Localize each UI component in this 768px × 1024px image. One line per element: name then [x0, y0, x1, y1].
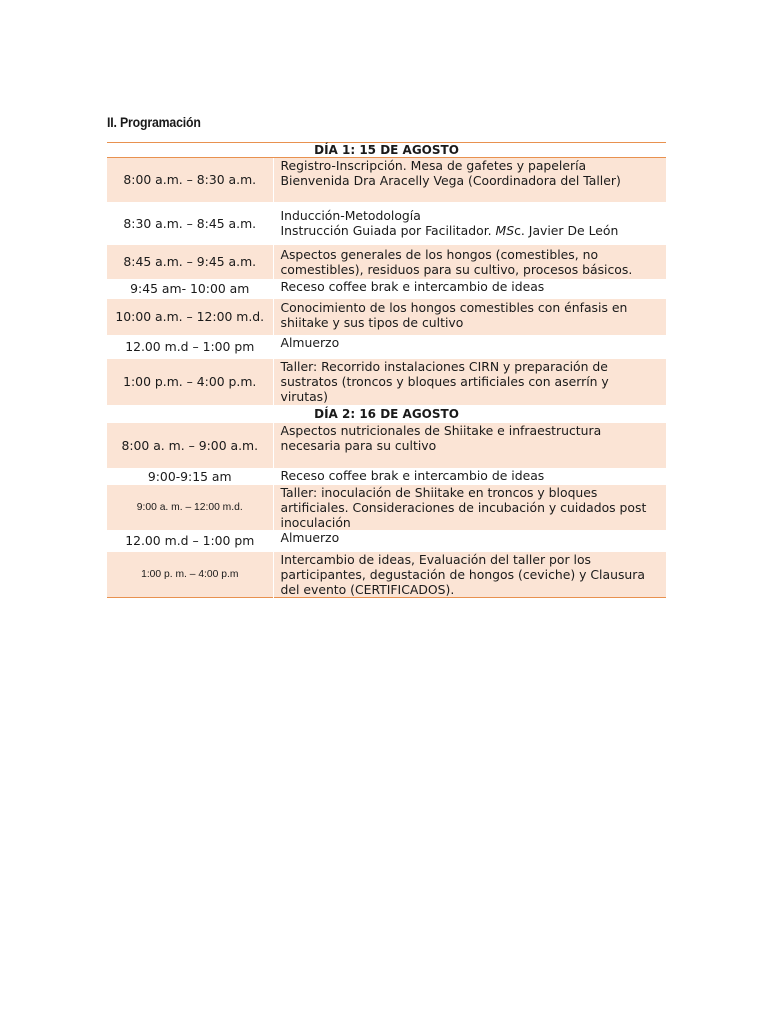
activity-line: Almuerzo	[280, 334, 340, 350]
activity-line: inoculación	[280, 514, 351, 530]
table-row	[107, 359, 666, 405]
activity-line: Registro-Inscripción. Mesa de gafetes y papelería	[280, 158, 587, 173]
time-cell: 12.00 m.d – 1:00 pm	[125, 533, 255, 548]
activity-line: Receso coffee brak e intercambio de ideas	[280, 278, 545, 294]
time-cell: 12.00 m.d – 1:00 pm	[125, 339, 255, 354]
activity-line	[281, 223, 667, 238]
activity-line: Taller: inoculación de Shiitake en troncos y bloques	[280, 484, 598, 500]
table-row	[107, 202, 666, 245]
activity-cell	[273, 279, 666, 299]
activity-line: shiitake y sus tipos de cultivo	[280, 314, 464, 330]
table-row	[107, 423, 666, 468]
table-row	[107, 245, 666, 279]
activity-line: Bienvenida Dra Aracelly Vega (Coordinadora del Taller)	[280, 173, 621, 188]
table-row	[107, 552, 666, 598]
activity-line: necesaria para su cultivo	[280, 437, 437, 453]
activity-line: Taller: Recorrido instalaciones CIRN y preparación de	[280, 358, 608, 374]
activity-line: virutas)	[280, 388, 328, 404]
degree-italic: MS	[495, 222, 515, 238]
activity-cell	[273, 359, 666, 405]
section-title: II. Programación	[107, 114, 201, 130]
time-cell: 1:00 p. m. – 4:00 p.m	[107, 552, 273, 598]
day-header	[107, 143, 666, 158]
activity-cell	[273, 485, 666, 530]
activity-cell	[273, 423, 666, 468]
time-cell: 9:00 a. m. – 12:00 m.d.	[107, 485, 273, 530]
activity-cell	[273, 158, 666, 202]
day-title: DÍA 2: 16 DE AGOSTO	[314, 406, 459, 421]
activity-cell	[273, 299, 666, 335]
facilitator-name: c. Javier De León	[514, 222, 619, 238]
day-header	[107, 405, 666, 423]
activity-line: Almuerzo	[280, 529, 340, 545]
table-row	[107, 158, 666, 202]
activity-line: comestibles), residuos para su cultivo, procesos básicos.	[280, 261, 633, 277]
time-cell: 1:00 p.m. – 4:00 p.m.	[107, 359, 273, 405]
activity-cell	[273, 245, 666, 279]
activity-cell	[273, 530, 666, 552]
activity-line: Intercambio de ideas, Evaluación del taller por los	[280, 551, 591, 567]
table-row	[107, 335, 666, 359]
activity-line: participantes, degustación de hongos (ceviche) y Clausura	[280, 566, 645, 582]
time-cell: 10:00 a.m. – 12:00 m.d.	[107, 299, 273, 335]
time-cell: 9:00-9:15 am	[147, 468, 232, 484]
table-row	[107, 485, 666, 530]
table-row	[107, 530, 666, 552]
day-title: DÍA 1: 15 DE AGOSTO	[107, 143, 666, 158]
facilitator-prefix: Instrucción Guiada por Facilitador.	[280, 222, 496, 238]
activity-line: Receso coffee brak e intercambio de ideas	[280, 467, 545, 483]
activity-line: Conocimiento de los hongos comestibles con énfasis en	[280, 299, 628, 315]
table-row	[107, 279, 666, 299]
time-cell: 9:45 am- 10:00 am	[130, 281, 250, 296]
activity-cell	[273, 335, 666, 359]
activity-line: artificiales. Consideraciones de incubación y cuidados post	[280, 499, 647, 515]
time-cell: 8:30 a.m. – 8:45 a.m.	[123, 215, 257, 231]
time-cell: 8:00 a.m. – 8:30 a.m.	[107, 158, 273, 202]
activity-line: sustratos (troncos y bloques artificiales con aserrín y	[280, 373, 609, 389]
time-cell: 8:00 a. m. – 9:00 a.m.	[107, 423, 273, 468]
activity-line: Aspectos nutricionales de Shiitake e infraestructura	[280, 422, 602, 438]
activity-cell	[273, 468, 666, 485]
schedule-table	[107, 142, 666, 598]
table-row	[107, 468, 666, 485]
activity-cell	[273, 552, 666, 598]
time-cell: 8:45 a.m. – 9:45 a.m.	[107, 245, 273, 279]
activity-line: Inducción-Metodología	[280, 207, 421, 223]
activity-cell	[273, 202, 666, 245]
activity-line: Aspectos generales de los hongos (comestibles, no	[280, 246, 599, 262]
activity-line: del evento (CERTIFICADOS).	[280, 581, 455, 597]
table-row	[107, 299, 666, 335]
